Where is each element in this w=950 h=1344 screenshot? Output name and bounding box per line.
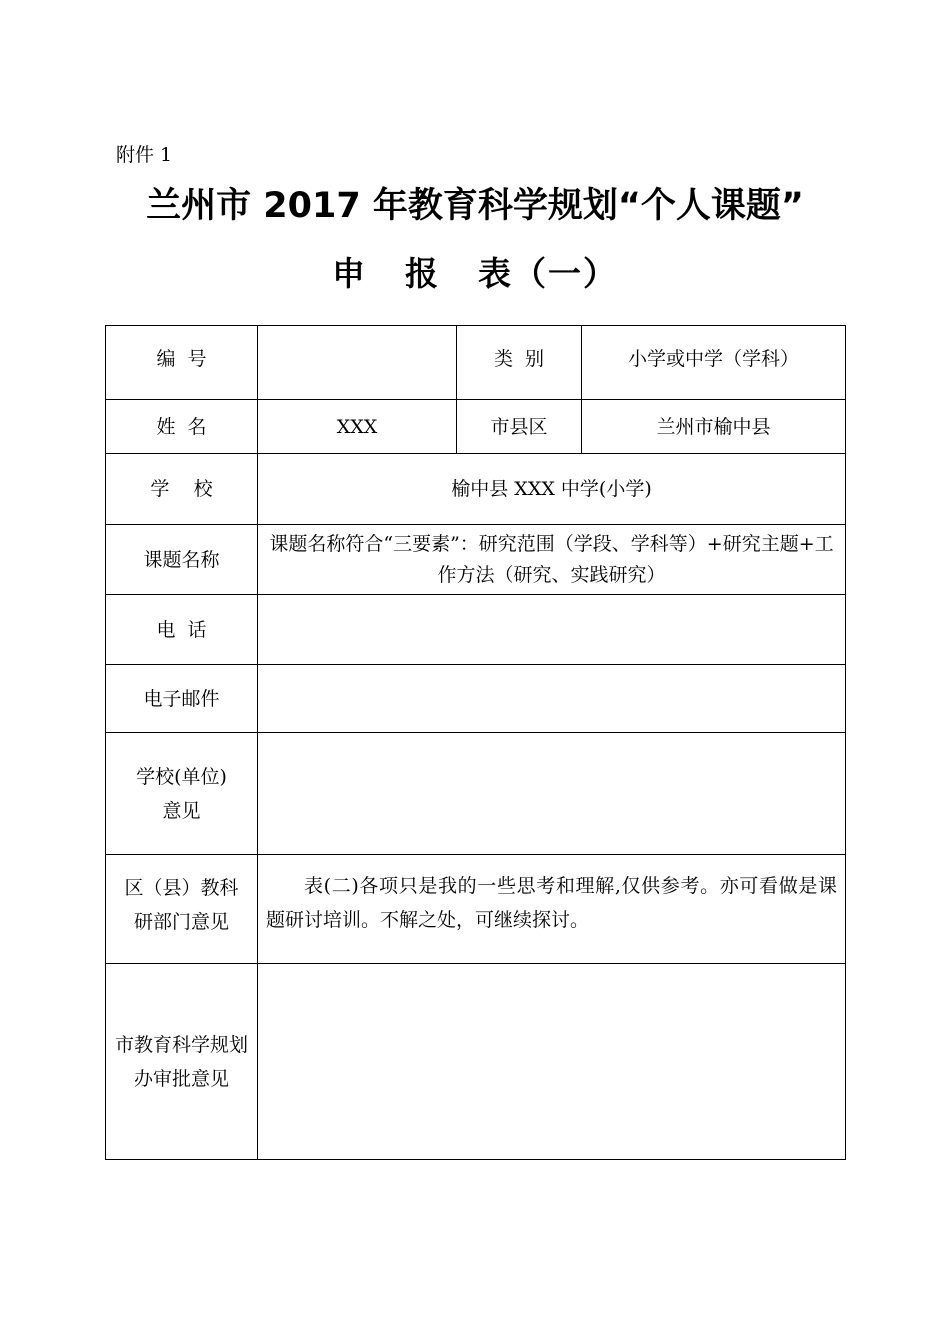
row-topic [106,525,846,595]
category-label: 类 别 [457,326,582,400]
name-label: 姓 名 [106,400,258,454]
email-field[interactable] [258,665,846,733]
row-email [106,665,846,733]
row-city-opinion [106,964,846,1160]
phone-field[interactable] [258,595,846,665]
row-name [106,400,846,454]
school-field[interactable]: 榆中县 XXX 中学(小学) [258,454,846,525]
attachment-label: 附件 1 [116,144,173,166]
application-form-table [105,325,846,1160]
row-school-opinion [106,733,846,855]
topic-field[interactable]: 课题名称符合“三要素”：研究范围（学段、学科等）+研究主题+工作方法（研究、实践研究） [258,525,846,595]
county-opinion-field[interactable]: 表(二)各项只是我的一些思考和理解,仅供参考。亦可看做是课题研讨培训。不解之处，可继续探讨。 [258,855,846,964]
school-opinion-field[interactable] [258,733,846,855]
email-label: 电子邮件 [106,665,258,733]
school-opinion-label: 学校(单位)意见 [106,733,258,855]
row-school [106,454,846,525]
district-label: 市县区 [457,400,582,454]
city-opinion-label: 市教育科学规划办审批意见 [106,964,258,1160]
row-county-opinion [106,855,846,964]
district-field[interactable]: 兰州市榆中县 [582,400,846,454]
topic-label: 课题名称 [106,525,258,595]
row-number [106,326,846,400]
county-opinion-label: 区（县）教科研部门意见 [106,855,258,964]
city-opinion-field[interactable] [258,964,846,1160]
number-label: 编 号 [106,326,258,400]
document-subtitle [0,248,950,295]
school-label: 学 校 [106,454,258,525]
phone-label: 电 话 [106,595,258,665]
document-title: 兰州市 2017 年教育科学规划“个人课题” [146,186,804,226]
category-field[interactable]: 小学或中学（学科） [582,326,846,400]
subtitle-char-2: 报 [405,254,440,293]
number-field[interactable] [258,326,457,400]
subtitle-char-1: 申 [332,254,367,293]
row-phone [106,595,846,665]
subtitle-char-3: 表（一） [478,254,618,293]
name-field[interactable]: XXX [258,400,457,454]
